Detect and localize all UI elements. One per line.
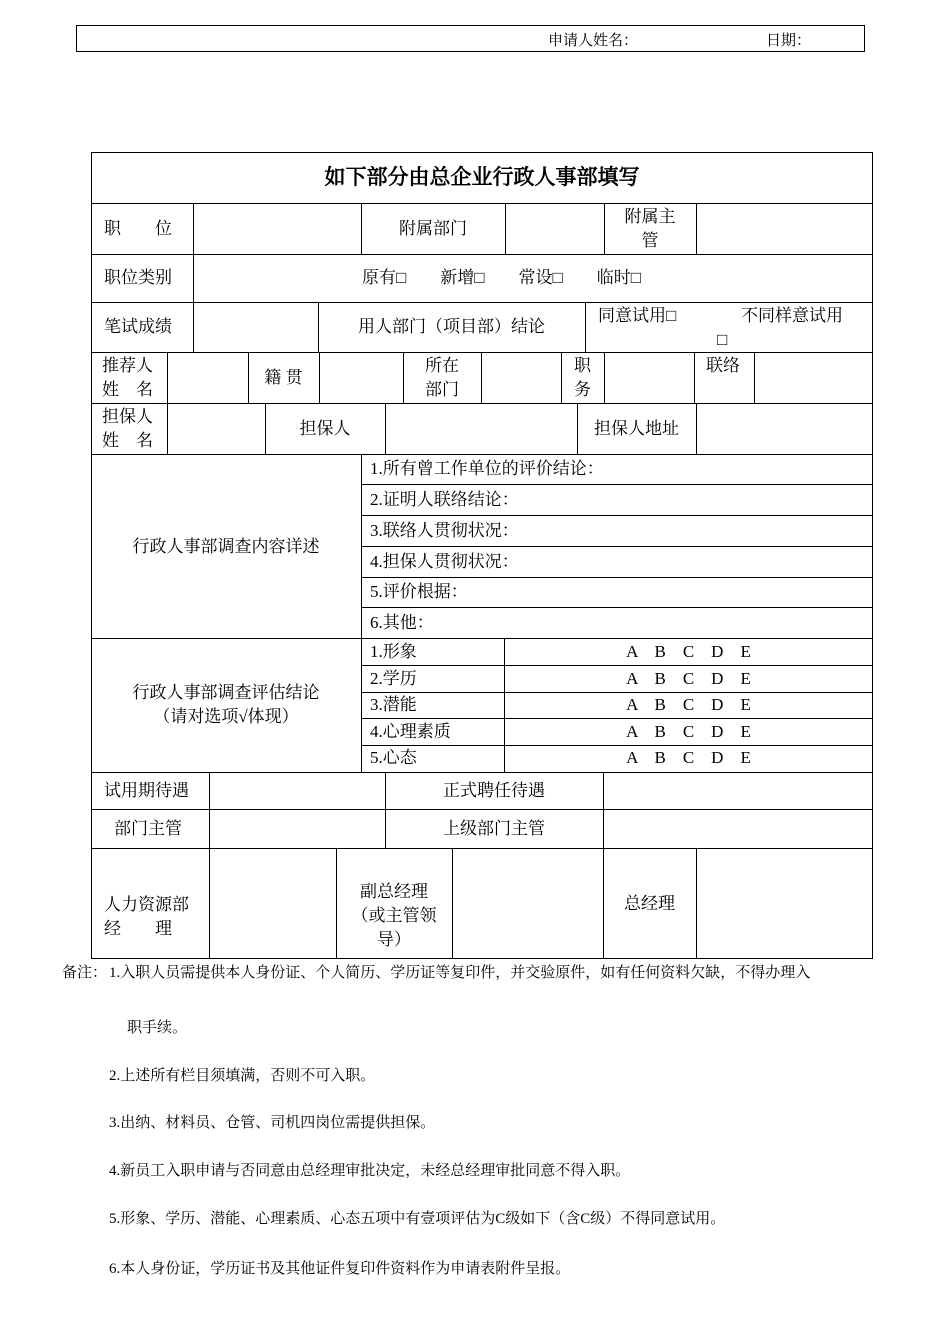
vice-manager-label-line2: （或主管领 xyxy=(351,906,437,925)
evaluation-sub-label: （请对选项√体现） xyxy=(153,707,299,726)
note-item: 职手续。 xyxy=(127,1020,188,1036)
disagree-trial-checkbox: □ xyxy=(717,330,728,349)
vice-manager-label-line1: 副总经理 xyxy=(360,882,428,901)
dept-conclusion-label: 用人部门（项目部）结论 xyxy=(358,317,545,336)
investigation-item: 1.所有曾工作单位的评价结论： xyxy=(370,459,604,478)
referrer-label-line1: 推荐人 xyxy=(102,356,153,375)
vice-manager-label-line3: 导） xyxy=(377,930,411,949)
hr-manager-label-line2: 经 理 xyxy=(104,919,172,938)
note-item: 1.入职人员需提供本人身份证、个人简历、学历证等复印件，并交验原件，如有任何资料欠缺，不得办理入 xyxy=(109,965,811,981)
note-item: 6.本人身份证，学历证书及其他证件复印件资料作为申请表附件呈报。 xyxy=(109,1261,571,1277)
evaluation-grades: A B C D E xyxy=(626,669,751,688)
agree-trial-option: 同意试用□ xyxy=(598,306,677,325)
date-label: 日期： xyxy=(766,33,812,49)
note-item: 4.新员工入职申请与否同意由总经理审批决定，未经总经理审批同意不得入职。 xyxy=(109,1163,631,1179)
evaluation-grades: A B C D E xyxy=(626,722,751,741)
native-place-label: 籍 贯 xyxy=(264,368,303,387)
investigation-label: 行政人事部调查内容详述 xyxy=(132,537,320,556)
duty-label-line2: 务 xyxy=(574,380,591,399)
guarantor-name-label-line1: 担保人 xyxy=(102,407,153,426)
evaluation-item: 4.心理素质 xyxy=(370,722,451,741)
guarantor-address-label: 担保人地址 xyxy=(594,419,679,438)
evaluation-grades: A B C D E xyxy=(626,695,751,714)
position-label: 职 位 xyxy=(104,219,172,238)
current-dept-label-line2: 部门 xyxy=(425,380,459,399)
evaluation-grades: A B C D E xyxy=(626,642,751,661)
trial-treatment-label: 试用期待遇 xyxy=(104,781,189,800)
department-label: 附属部门 xyxy=(399,219,467,238)
evaluation-grades: A B C D E xyxy=(626,748,751,767)
notes-label: 备注： xyxy=(62,965,108,981)
formal-treatment-label: 正式聘任待遇 xyxy=(443,781,545,800)
hr-manager-label-line1: 人力资源部 xyxy=(104,895,189,914)
form-title: 如下部分由总企业行政人事部填写 xyxy=(324,165,640,189)
dept-manager-label: 部门主管 xyxy=(114,819,182,838)
job-category-options: 原有□ 新增□ 常设□ 临时□ xyxy=(362,268,642,287)
investigation-item: 3.联络人贯彻状况： xyxy=(370,521,519,540)
guarantor-label: 担保人 xyxy=(299,419,351,438)
evaluation-item: 2.学历 xyxy=(370,669,417,688)
superior-manager-label: 上级部门主管 xyxy=(443,819,545,838)
note-item: 2.上述所有栏目须填满，否则不可入职。 xyxy=(109,1068,376,1084)
referrer-label-line2: 姓 名 xyxy=(102,380,153,399)
evaluation-item: 5.心态 xyxy=(370,748,417,767)
guarantor-name-label-line2: 姓 名 xyxy=(102,431,153,450)
investigation-item: 6.其他： xyxy=(370,613,434,632)
investigation-item: 4.担保人贯彻状况： xyxy=(370,552,519,571)
evaluation-item: 3.潜能 xyxy=(370,695,417,714)
investigation-item: 2.证明人联络结论： xyxy=(370,490,519,509)
general-manager-label: 总经理 xyxy=(624,894,675,913)
evaluation-item: 1.形象 xyxy=(370,642,417,661)
exam-score-label: 笔试成绩 xyxy=(104,317,172,336)
supervisor-label-line2: 管 xyxy=(641,231,659,250)
note-item: 3.出纳、材料员、仓管、司机四岗位需提供担保。 xyxy=(109,1115,436,1131)
contact-label: 联络 xyxy=(706,356,740,375)
duty-label-line1: 职 xyxy=(574,356,591,375)
supervisor-label-line1: 附属主 xyxy=(624,207,676,226)
evaluation-label: 行政人事部调查评估结论 xyxy=(132,683,320,702)
job-category-label: 职位类别 xyxy=(104,268,172,287)
disagree-trial-option: 不同样意试用 xyxy=(741,306,843,325)
note-item: 5.形象、学历、潜能、心理素质、心态五项中有壹项评估为C级如下（含C级）不得同意试用。 xyxy=(109,1211,726,1227)
header-bar xyxy=(76,25,865,52)
investigation-item: 5.评价根据： xyxy=(370,582,468,601)
applicant-name-label: 申请人姓名： xyxy=(548,33,639,49)
current-dept-label-line1: 所在 xyxy=(425,356,459,375)
